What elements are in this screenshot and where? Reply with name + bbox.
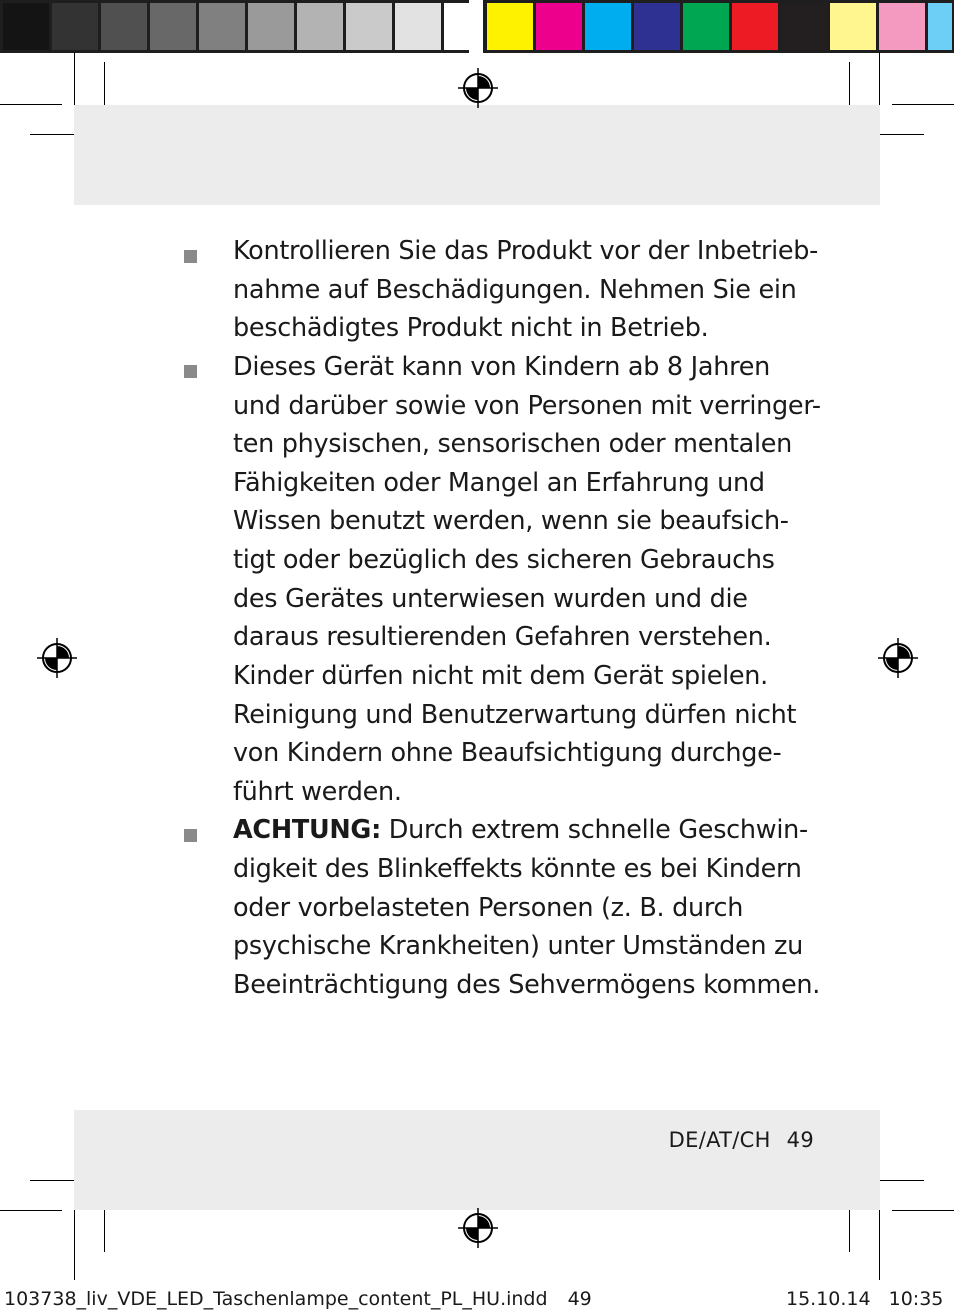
text-line: des Gerätes unterwiesen wurden und die	[233, 584, 748, 614]
text-line: Kinder dürfen nicht mit dem Gerät spielen.	[233, 661, 768, 691]
text-line: tigt oder bezüglich des sicheren Gebrauchs	[233, 545, 775, 575]
color-swatch	[879, 3, 925, 50]
slug-time: 10:35	[888, 1288, 944, 1310]
color-swatch	[683, 3, 729, 50]
text-line: führt werden.	[233, 777, 402, 807]
text-line: Reinigung und Benutzerwartung dürfen nicht	[233, 700, 797, 730]
text-line: Wissen benutzt werden, wenn sie beaufsich-	[233, 506, 789, 536]
color-swatch	[585, 3, 631, 50]
gray-swatch	[3, 3, 49, 50]
crop-mark	[892, 1210, 954, 1211]
crop-mark	[74, 1200, 75, 1280]
text-line: von Kindern ohne Beaufsichtigung durchge-	[233, 738, 782, 768]
page-footer	[669, 1128, 814, 1152]
text-line: Fähigkeiten oder Mangel an Erfahrung und	[233, 468, 765, 498]
text-line: und darüber sowie von Personen mit verringer-	[233, 391, 821, 421]
color-swatch	[536, 3, 582, 50]
crop-mark	[0, 1210, 62, 1211]
color-swatch	[830, 3, 876, 50]
footer-region: DE/AT/CH	[668, 1128, 771, 1152]
gray-swatch	[248, 3, 294, 50]
bullet-square-icon	[184, 365, 197, 378]
warning-first-line	[233, 815, 808, 845]
slug-file: 103738_liv_VDE_LED_Taschenlampe_content_PL_HU.indd	[4, 1288, 548, 1310]
text-line: Beeinträchtigung des Sehvermögens kommen.	[233, 970, 821, 1000]
text-line: daraus resultierenden Gefahren verstehen.	[233, 622, 772, 652]
color-swatch	[928, 3, 952, 50]
color-swatch	[487, 3, 533, 50]
bullet-square-icon	[184, 250, 197, 263]
slug-datetime	[786, 1288, 943, 1310]
crop-mark	[879, 1200, 880, 1280]
slug-filename	[4, 1288, 592, 1310]
header-band	[74, 105, 880, 205]
color-swatch	[732, 3, 778, 50]
warning-text: Durch extrem schnelle Geschwin-	[380, 815, 808, 845]
text-line: ten physischen, sensorischen oder mentalen	[233, 429, 793, 459]
registration-mark-icon	[878, 638, 918, 678]
text-line: Kontrollieren Sie das Produkt vor der Inbetrieb-	[233, 236, 819, 266]
slug-date: 15.10.14	[786, 1288, 871, 1310]
text-line: nahme auf Beschädigungen. Nehmen Sie ein	[233, 275, 797, 305]
gray-swatch	[52, 3, 98, 50]
crop-mark	[0, 104, 62, 105]
text-line: digkeit des Blinkeffekts könnte es bei Kindern	[233, 854, 802, 884]
footer-band	[74, 1110, 880, 1210]
registration-mark-icon	[458, 1208, 498, 1248]
text-line: psychische Krankheiten) unter Umständen zu	[233, 931, 803, 961]
gray-swatch	[199, 3, 245, 50]
color-swatch	[781, 3, 827, 50]
registration-mark-icon	[37, 638, 77, 678]
gray-swatch	[395, 3, 441, 50]
gray-swatch	[101, 3, 147, 50]
warning-label: ACHTUNG:	[233, 815, 381, 845]
text-line: Dieses Gerät kann von Kindern ab 8 Jahren	[233, 352, 770, 382]
gray-swatch	[150, 3, 196, 50]
registration-mark-icon	[458, 68, 498, 108]
gray-swatch	[297, 3, 343, 50]
text-line: beschädigtes Produkt nicht in Betrieb.	[233, 313, 709, 343]
gray-swatch	[346, 3, 392, 50]
bullet-square-icon	[184, 829, 197, 842]
page-number: 49	[786, 1128, 814, 1152]
slug-page: 49	[567, 1288, 592, 1310]
crop-mark	[892, 104, 954, 105]
color-swatch	[634, 3, 680, 50]
text-line: oder vorbelasteten Personen (z. B. durch	[233, 893, 744, 923]
